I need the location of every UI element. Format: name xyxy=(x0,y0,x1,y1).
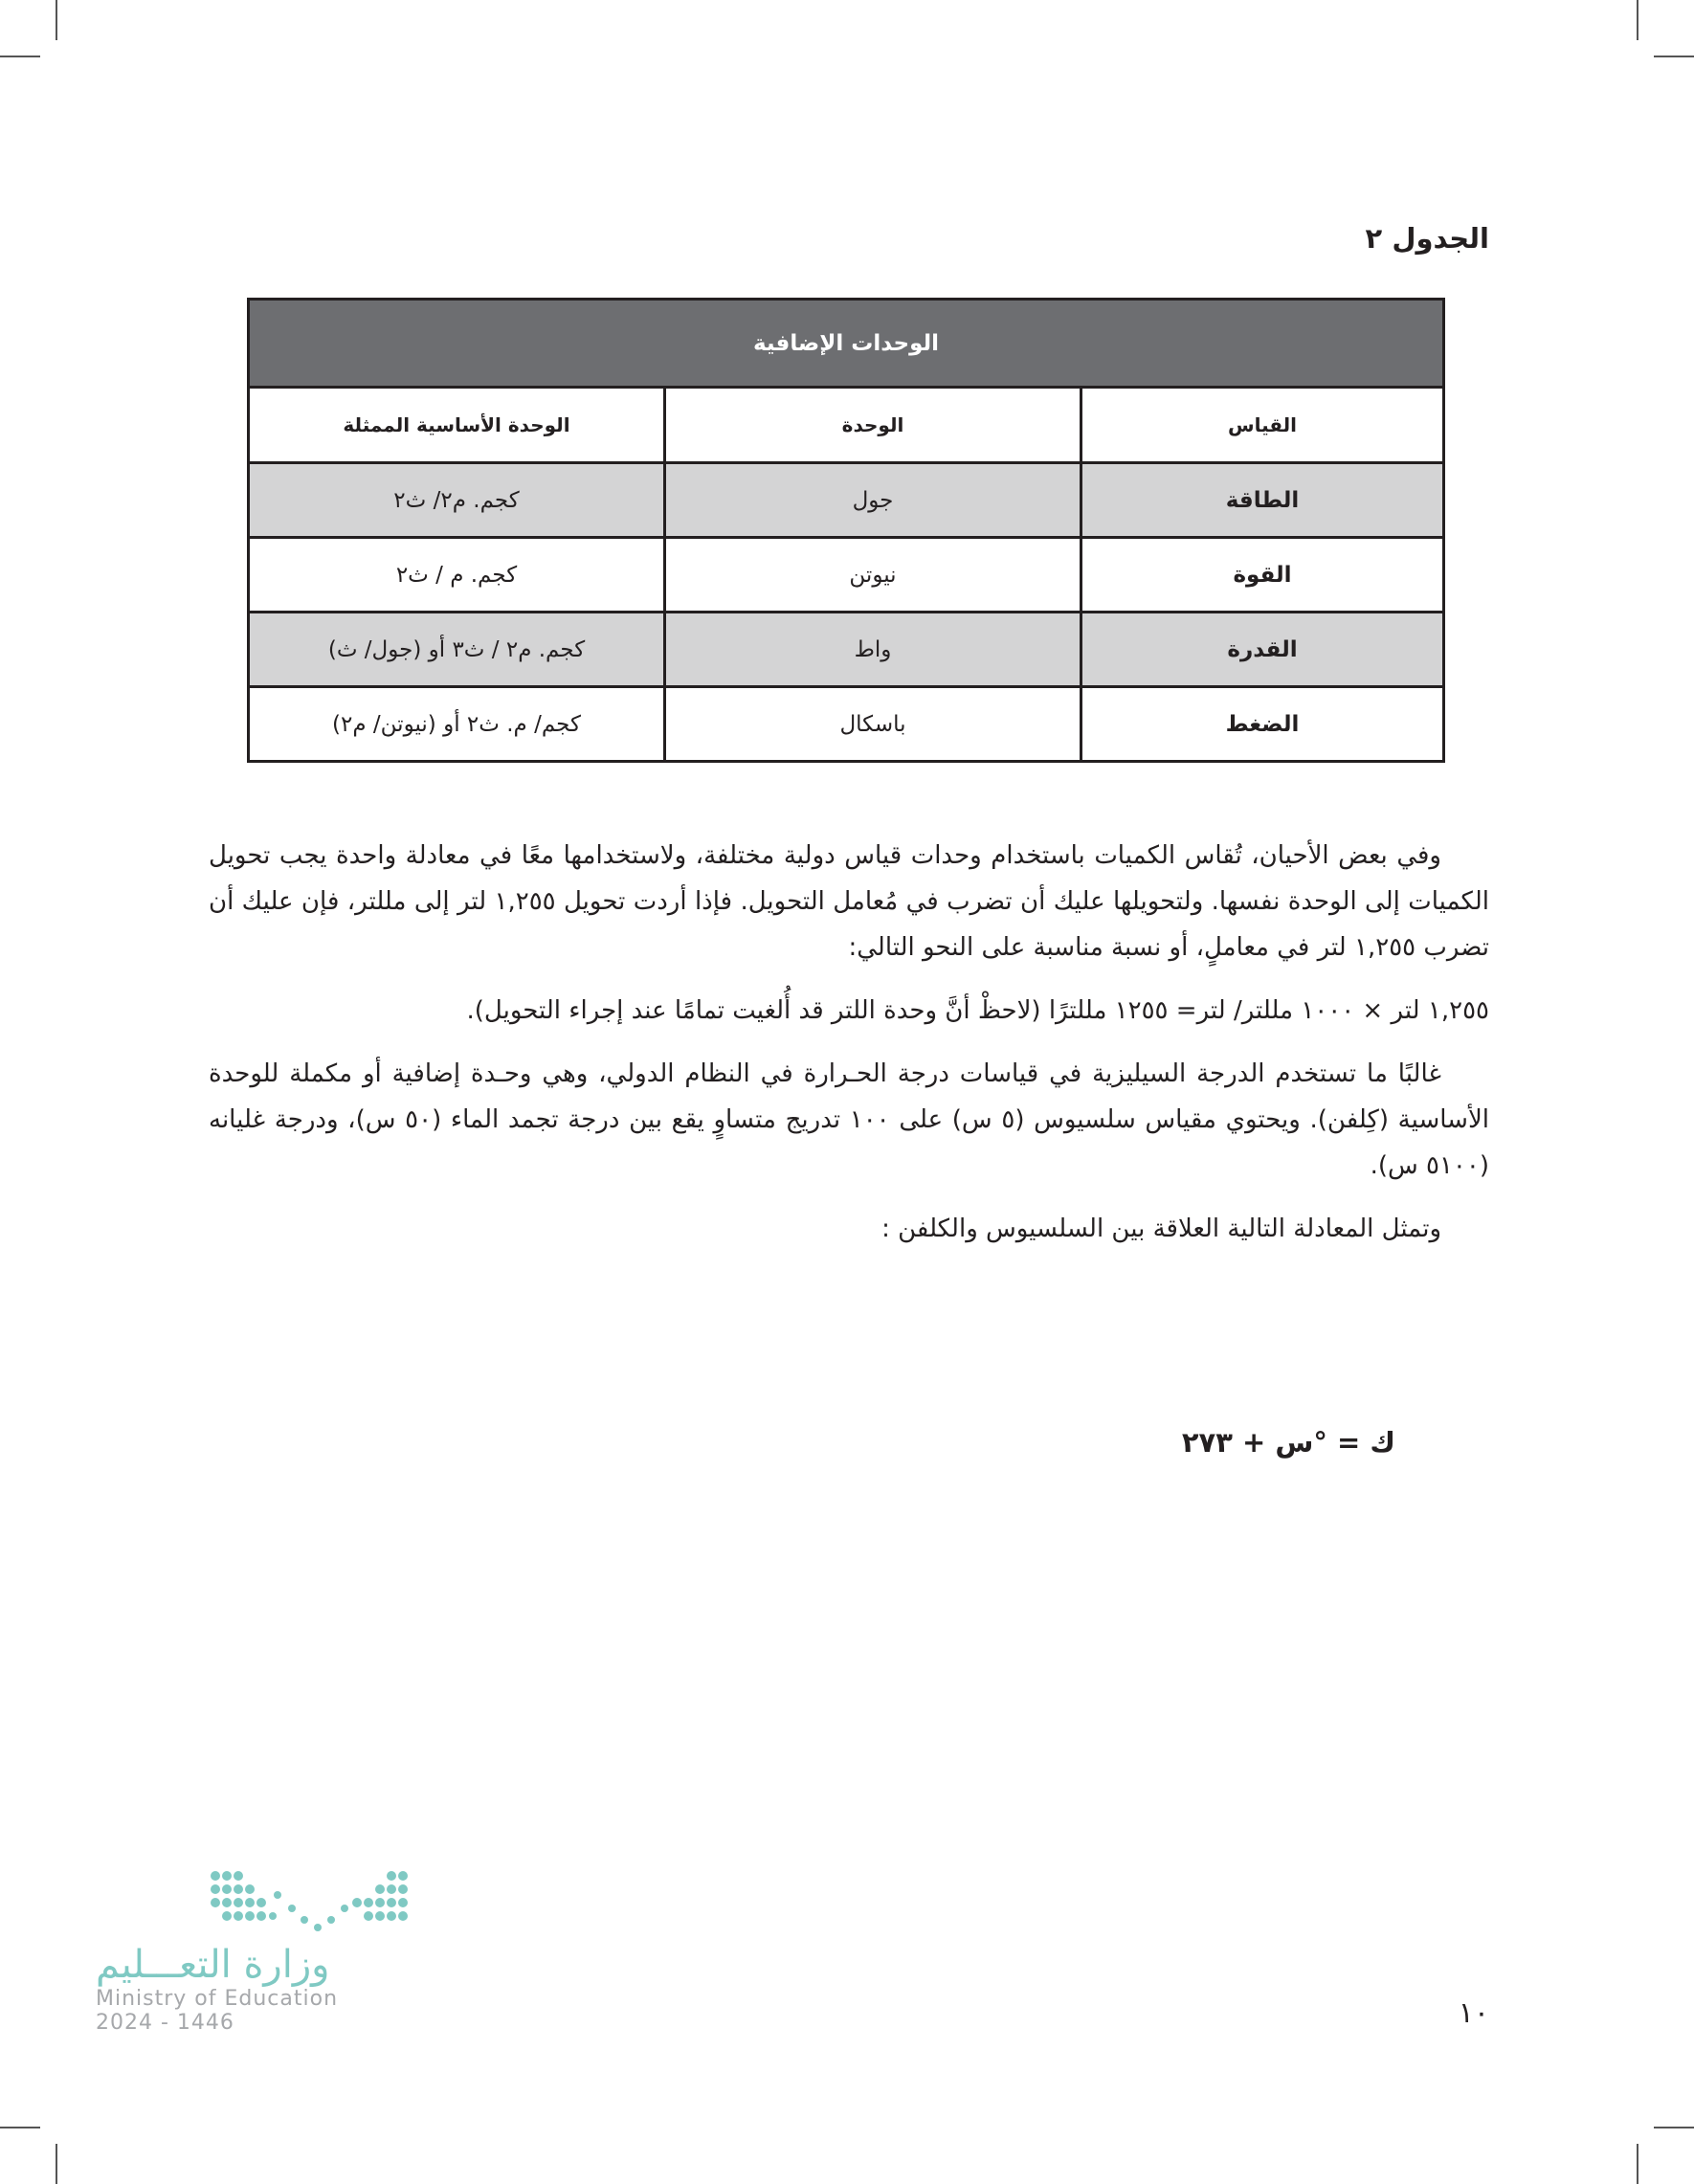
crop-mark xyxy=(0,56,40,57)
crop-mark xyxy=(0,2127,40,2128)
cell-base-unit: كجم. م٢ / ث٣ أو (جول/ ث) xyxy=(249,613,665,687)
kelvin-formula: ك = °س + ٢٧٣ xyxy=(1181,1426,1395,1459)
crop-mark xyxy=(56,0,57,40)
cell-unit: باسكال xyxy=(665,687,1081,762)
cell-base-unit: كجم. م / ث٢ xyxy=(249,538,665,613)
cell-quantity: الضغط xyxy=(1081,687,1444,762)
header-base-unit: الوحدة الأساسية الممثلة xyxy=(249,388,665,463)
cell-base-unit: كجم/ م. ث٢ أو (نيوتن/ م٢) xyxy=(249,687,665,762)
paragraph-example: ١,٢٥٥ لتر × ١٠٠٠ مللتر/ لتر= ١٢٥٥ مللترًا (لاحظْ أنَّ وحدة اللتر قد أُلغيت تمامًا عند إجراء التحويل). xyxy=(466,996,1489,1025)
dots-logo-icon xyxy=(96,1866,450,1943)
cell-unit: نيوتن xyxy=(665,538,1081,613)
table-title: الجدول ٢ xyxy=(1365,222,1489,255)
cell-base-unit: كجم. م٢/ ث٢ xyxy=(249,463,665,538)
header-quantity: القياس xyxy=(1081,388,1444,463)
cell-unit: جول xyxy=(665,463,1081,538)
table-row xyxy=(249,613,1444,687)
cell-unit: واط xyxy=(665,613,1081,687)
page-number: ١٠ xyxy=(1458,1996,1489,2030)
paragraph-celsius: غالبًا ما تستخدم الدرجة السيليزية في قياسات درجة الحـرارة في النظام الدولي، وهي وحـدة إضافية أو مكملة للوحدة الأساسية (كِلفن). ويحتوي مقياس سلسيوس (٥ س) على ١٠٠ تدريج متساوٍ يقع بين درجة تجمد الماء (٥٠ س)، ودرجة غليانه (٥١٠٠ س). xyxy=(209,1059,1490,1180)
crop-mark xyxy=(1637,0,1638,40)
table-row xyxy=(249,463,1444,538)
crop-mark xyxy=(1637,2144,1638,2184)
ministry-name-arabic: وزارة التعـــليم xyxy=(96,1943,330,1987)
ministry-name-english: Ministry of Education xyxy=(96,1987,339,2011)
cell-quantity: القوة xyxy=(1081,538,1444,613)
crop-mark xyxy=(56,2144,57,2184)
table-header-row xyxy=(249,388,1444,463)
units-table xyxy=(247,298,1445,763)
body-text xyxy=(209,833,1489,1269)
table-row xyxy=(249,538,1444,613)
ministry-logo xyxy=(96,1866,450,2035)
paragraph-conversion: وفي بعض الأحيان، تُقاس الكميات باستخدام وحدات قياس دولية مختلفة، ولاستخدامها معًا في معادلة واحدة يجب تحويل الكميات إلى الوحدة نفسها. ولتحويلها عليك أن تضرب في مُعامل التحويل. فإذا أردت تحويل ١,٢٥٥ لتر إلى مللتر، فإن عليك أن تضرب ١,٢٥٥ لتر في معاملٍ، أو نسبة مناسبة على النحو التالي: xyxy=(209,841,1489,962)
crop-mark xyxy=(1654,2127,1694,2128)
cell-quantity: القدرة xyxy=(1081,613,1444,687)
header-unit: الوحدة xyxy=(665,388,1081,463)
paragraph-equation-intro: وتمثل المعادلة التالية العلاقة بين السلسيوس والكلفن : xyxy=(881,1215,1441,1243)
table-caption: الوحدات الإضافية xyxy=(249,300,1444,388)
edition-year: 2024 - 1446 xyxy=(96,2011,234,2035)
crop-mark xyxy=(1654,56,1694,57)
table-row xyxy=(249,687,1444,762)
cell-quantity: الطاقة xyxy=(1081,463,1444,538)
